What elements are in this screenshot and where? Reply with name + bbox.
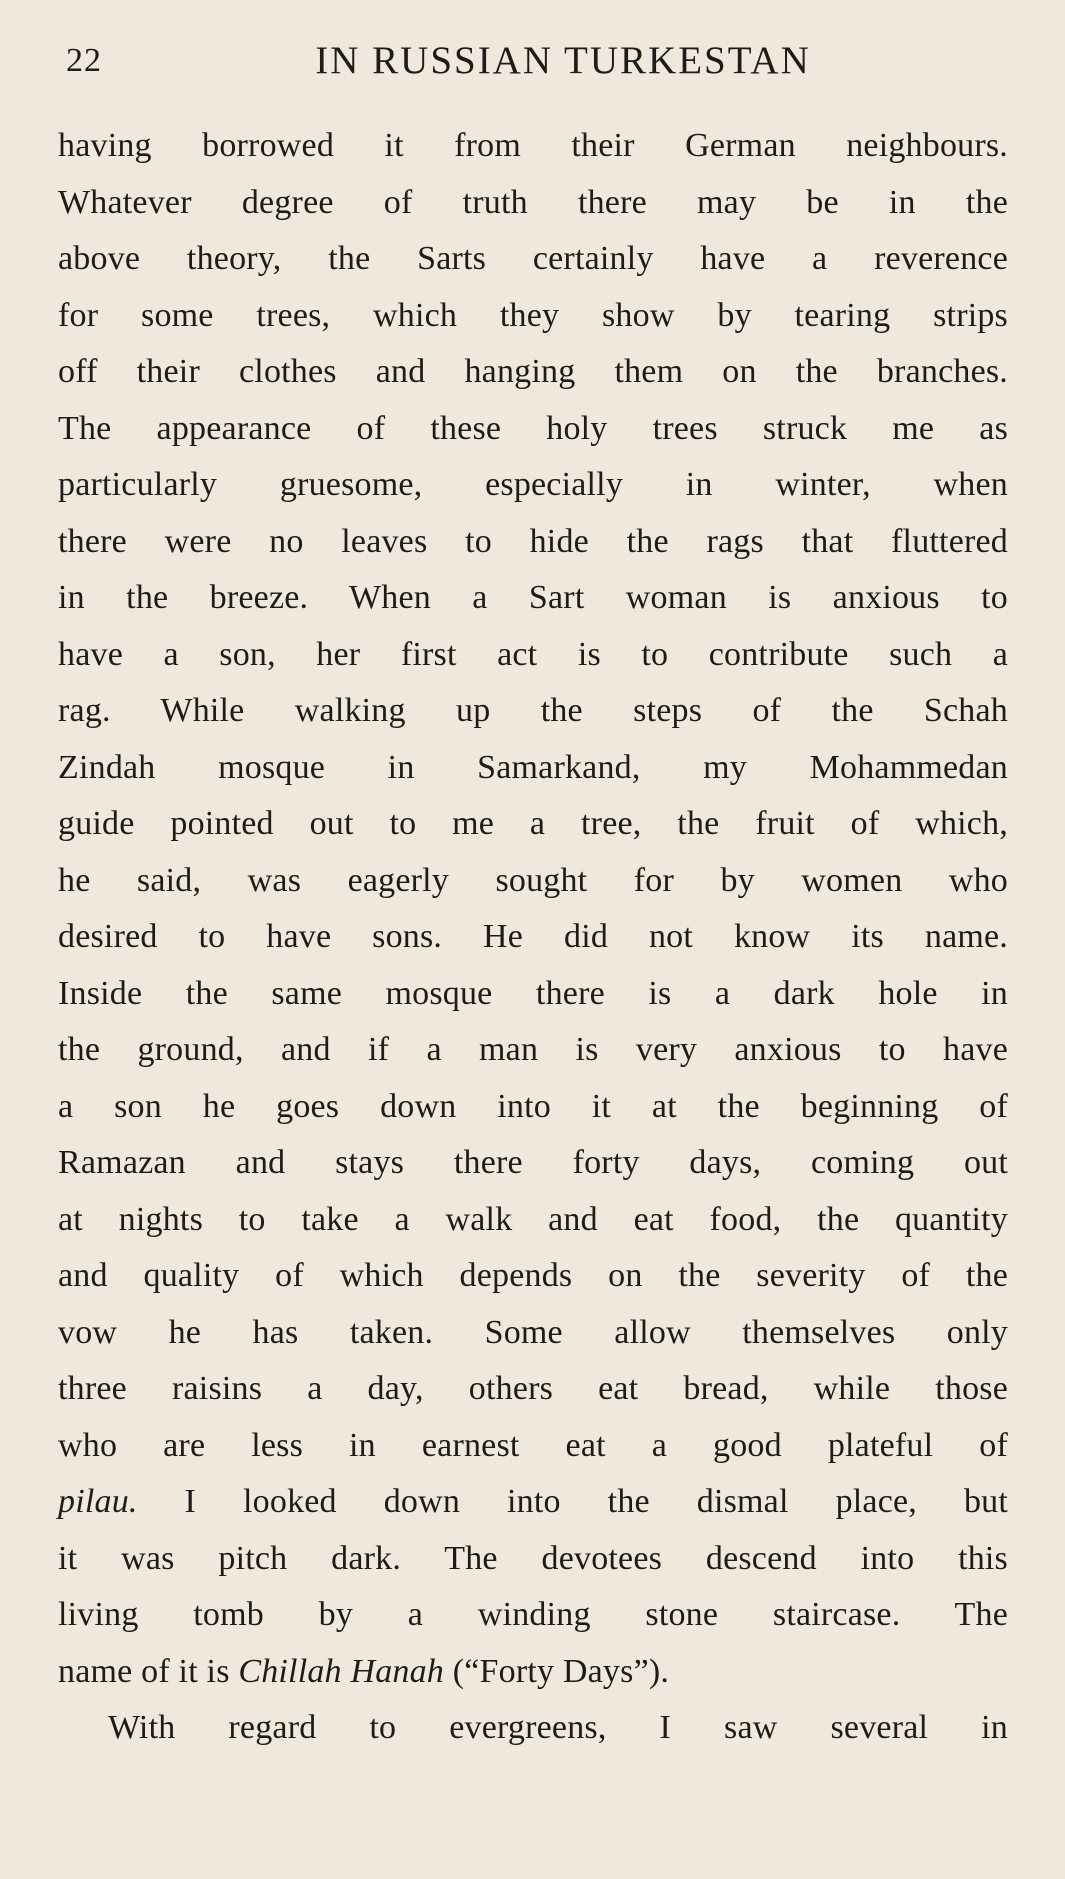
book-title: IN RUSSIAN TURKESTAN: [315, 39, 811, 82]
text-line: at nights to take a walk and eat food, the quantity: [58, 1200, 1008, 1238]
italic-term-pilau: pilau.: [58, 1483, 138, 1520]
text-line: having borrowed it from their German neighbours.: [58, 127, 1008, 164]
text-segment: I looked down into the dismal place, but: [137, 1483, 1008, 1520]
text-line: who are less in earnest eat a good plateful of: [58, 1426, 1008, 1464]
page-number: 22: [66, 42, 102, 79]
text-line: he said, was eagerly sought for by women who: [58, 861, 1008, 899]
text-line: Zindah mosque in Samarkand, my Mohammedan: [58, 748, 1008, 786]
text-line: particularly gruesome, especially in winter, when: [58, 466, 1008, 503]
text-line: and quality of which depends on the severity of the: [58, 1257, 1008, 1294]
text-line-name: [58, 1644, 1008, 1701]
text-line: for some trees, which they show by tearing strips: [58, 296, 1008, 334]
text-line: it was pitch dark. The devotees descend into this: [58, 1539, 1008, 1577]
text-line-pilau: [58, 1474, 1008, 1531]
running-head: [58, 30, 1008, 100]
text-line: guide pointed out to me a tree, the fruit of which,: [58, 805, 1008, 842]
text-line: above theory, the Sarts certainly have a reverence: [58, 240, 1008, 277]
text-line: vow he has taken. Some allow themselves only: [58, 1313, 1008, 1351]
text-line: The appearance of these holy trees struck me as: [58, 409, 1008, 447]
body-text: [58, 118, 1008, 1757]
text-line: rag. While walking up the steps of the Schah: [58, 692, 1008, 729]
text-line: Ramazan and stays there forty days, coming out: [58, 1144, 1008, 1181]
text-segment: name of it is: [58, 1652, 239, 1690]
text-line: the ground, and if a man is very anxious to have: [58, 1031, 1008, 1068]
text-line: desired to have sons. He did not know its name.: [58, 918, 1008, 955]
paragraph-start-line: With regard to evergreens, I saw several in: [108, 1709, 1008, 1746]
text-line: off their clothes and hanging them on the branches.: [58, 353, 1008, 390]
text-line: Inside the same mosque there is a dark hole in: [58, 974, 1008, 1012]
italic-term-chillah-hanah: Chillah Hanah: [238, 1652, 444, 1690]
text-segment: (“Forty Days”).: [444, 1652, 670, 1690]
text-line: living tomb by a winding stone staircase. The: [58, 1596, 1008, 1633]
text-line: there were no leaves to hide the rags that fluttered: [58, 522, 1008, 560]
text-line: have a son, her first act is to contribute such a: [58, 635, 1008, 673]
text-line: three raisins a day, others eat bread, while those: [58, 1370, 1008, 1407]
text-line: a son he goes down into it at the beginning of: [58, 1087, 1008, 1125]
text-line: Whatever degree of truth there may be in the: [58, 183, 1008, 221]
text-line: in the breeze. When a Sart woman is anxious to: [58, 579, 1008, 616]
